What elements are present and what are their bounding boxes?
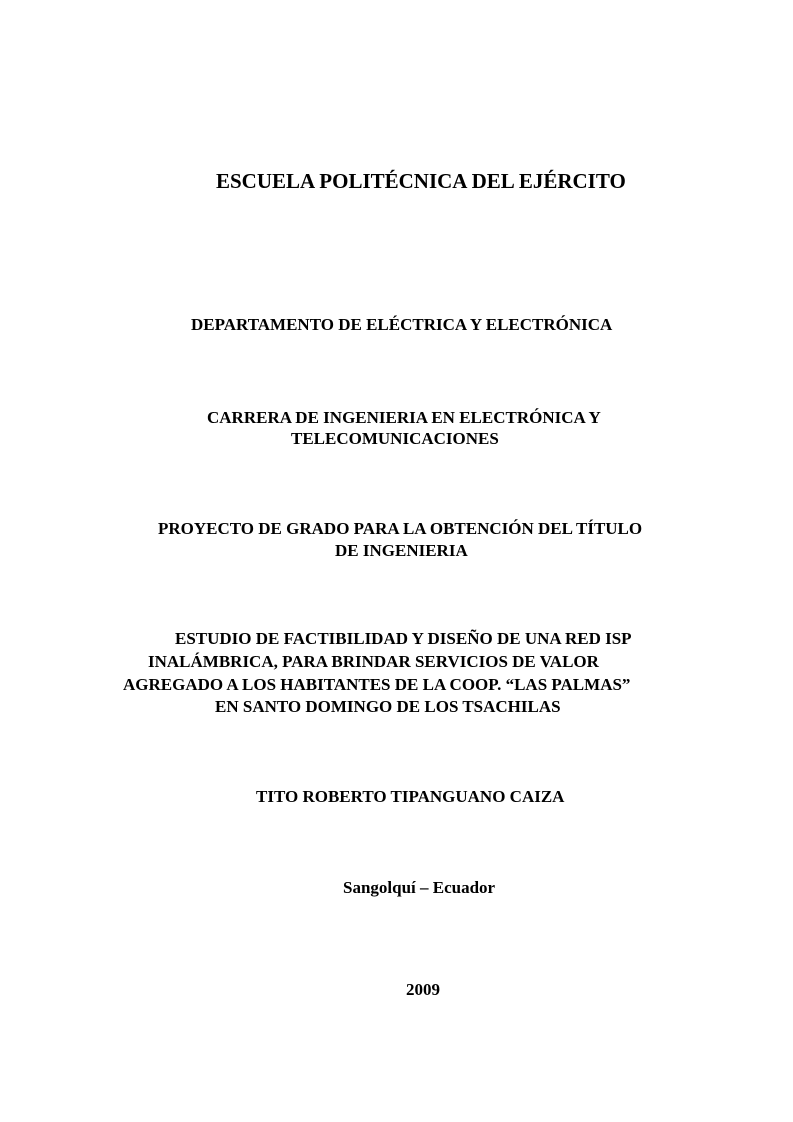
thesis-title-line-3: AGREGADO A LOS HABITANTES DE LA COOP. “LAS PALMAS” (123, 675, 631, 694)
institution-name: ESCUELA POLITÉCNICA DEL EJÉRCITO (216, 169, 626, 193)
career-line-2: TELECOMUNICACIONES (291, 429, 499, 448)
career-line-1: CARRERA DE INGENIERIA EN ELECTRÓNICA Y (207, 408, 601, 427)
year: 2009 (406, 980, 440, 999)
thesis-title-line-2: INALÁMBRICA, PARA BRINDAR SERVICIOS DE VALOR (148, 652, 599, 671)
thesis-title-line-4: EN SANTO DOMINGO DE LOS TSACHILAS (215, 697, 561, 716)
author-name: TITO ROBERTO TIPANGUANO CAIZA (256, 787, 565, 806)
thesis-title-line-1: ESTUDIO DE FACTIBILIDAD Y DISEÑO DE UNA RED ISP (175, 629, 632, 648)
degree-project-line-1: PROYECTO DE GRADO PARA LA OBTENCIÓN DEL TÍTULO (158, 519, 643, 538)
degree-project-line-2: DE INGENIERIA (335, 541, 468, 560)
location: Sangolquí – Ecuador (343, 878, 496, 897)
department-name: DEPARTAMENTO DE ELÉCTRICA Y ELECTRÓNICA (191, 315, 613, 334)
